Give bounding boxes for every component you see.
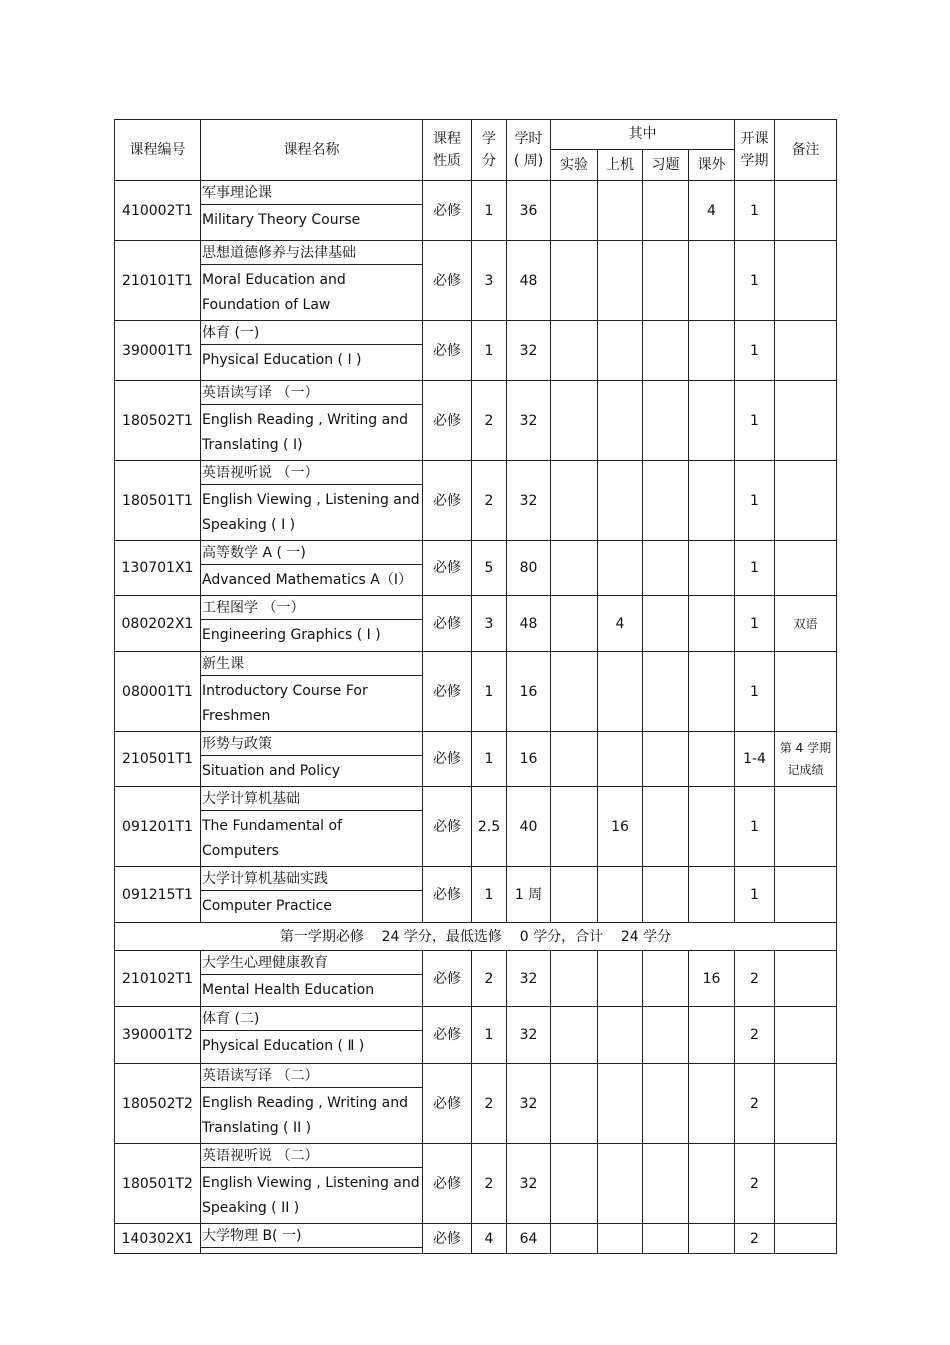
course-hours: 32	[507, 461, 551, 541]
course-name-cell	[201, 1007, 423, 1064]
course-note	[775, 1064, 837, 1144]
hours-extracurricular	[689, 1224, 735, 1254]
course-nature: 必修	[423, 541, 472, 596]
hours-experiment	[551, 867, 598, 923]
table-row	[115, 541, 837, 596]
header-exercise: 习题	[643, 149, 689, 180]
course-note	[775, 1007, 837, 1064]
course-code: 210501T1	[115, 732, 201, 787]
course-name-cell	[201, 321, 423, 381]
header-term	[735, 120, 775, 181]
course-term: 1	[735, 321, 775, 381]
course-hours: 1 周	[507, 867, 551, 923]
course-credit: 2	[472, 381, 507, 461]
course-credit: 3	[472, 596, 507, 652]
course-code: 410002T1	[115, 181, 201, 241]
hours-exercise	[643, 461, 689, 541]
header-term-line1: 开课	[740, 131, 769, 147]
header-credit	[472, 120, 507, 181]
course-name-chinese: 英语读写译 （一）	[201, 381, 422, 405]
hours-experiment	[551, 1007, 598, 1064]
course-credit: 2	[472, 951, 507, 1007]
header-note: 备注	[775, 120, 837, 181]
hours-exercise	[643, 1007, 689, 1064]
course-hours: 32	[507, 381, 551, 461]
course-credit: 2	[472, 1144, 507, 1224]
hours-exercise	[643, 951, 689, 1007]
course-code: 080001T1	[115, 652, 201, 732]
course-name-chinese: 高等数学 A ( 一)	[201, 541, 422, 565]
table-row	[115, 381, 837, 461]
course-name-english: English Reading , Writing and Translating ( I)	[202, 412, 408, 453]
course-credit: 2	[472, 461, 507, 541]
course-name-cell	[201, 951, 423, 1007]
hours-extracurricular	[689, 241, 735, 321]
table-row	[115, 867, 837, 923]
header-hours-line1: 学时	[514, 131, 543, 147]
course-name-chinese: 体育 (一)	[201, 321, 422, 345]
course-name-chinese: 思想道德修养与法律基础	[201, 241, 422, 265]
hours-experiment	[551, 652, 598, 732]
course-nature: 必修	[423, 381, 472, 461]
course-name-chinese: 体育 (二)	[201, 1007, 422, 1031]
course-nature: 必修	[423, 787, 472, 867]
hours-experiment	[551, 732, 598, 787]
course-name-cell	[201, 652, 423, 732]
hours-exercise	[643, 1144, 689, 1224]
hours-extracurricular	[689, 1144, 735, 1224]
course-name	[201, 461, 422, 540]
hours-computer	[598, 1064, 643, 1144]
hours-experiment	[551, 596, 598, 652]
course-term: 2	[735, 1007, 775, 1064]
hours-extracurricular	[689, 787, 735, 867]
course-name-english: Situation and Policy	[202, 763, 341, 779]
hours-exercise	[643, 381, 689, 461]
hours-experiment	[551, 321, 598, 381]
course-credit: 1	[472, 1007, 507, 1064]
course-name	[201, 951, 422, 1006]
course-nature: 必修	[423, 596, 472, 652]
course-term: 2	[735, 951, 775, 1007]
course-code: 180501T1	[115, 461, 201, 541]
course-name-chinese: 形势与政策	[201, 732, 422, 756]
course-name-cell	[201, 181, 423, 241]
course-name-chinese: 大学计算机基础实践	[201, 867, 422, 891]
course-name	[201, 1007, 422, 1063]
hours-computer	[598, 181, 643, 241]
course-code: 180502T2	[115, 1064, 201, 1144]
hours-extracurricular	[689, 1064, 735, 1144]
hours-extracurricular: 4	[689, 181, 735, 241]
hours-extracurricular	[689, 461, 735, 541]
header-nature-line1: 课程	[433, 131, 461, 147]
course-name-english: Engineering Graphics ( Ⅰ )	[202, 627, 381, 643]
course-hours: 32	[507, 1064, 551, 1144]
summary-row	[115, 923, 837, 951]
header-code: 课程编号	[115, 120, 201, 181]
course-term: 1	[735, 461, 775, 541]
course-code: 180502T1	[115, 381, 201, 461]
hours-experiment	[551, 1144, 598, 1224]
table-row	[115, 1144, 837, 1224]
course-credit: 1	[472, 867, 507, 923]
course-name	[201, 867, 422, 922]
course-credit: 5	[472, 541, 507, 596]
course-name-chinese: 大学生心理健康教育	[201, 951, 422, 975]
hours-experiment	[551, 181, 598, 241]
course-note	[775, 461, 837, 541]
hours-computer	[598, 1007, 643, 1064]
course-term: 2	[735, 1224, 775, 1254]
course-nature: 必修	[423, 732, 472, 787]
course-note	[775, 596, 837, 652]
course-name-english: Introductory Course For Freshmen	[202, 683, 368, 724]
course-credit: 2.5	[472, 787, 507, 867]
hours-exercise	[643, 652, 689, 732]
course-term: 2	[735, 1144, 775, 1224]
course-name-english: Military Theory Course	[202, 212, 361, 228]
course-name-cell	[201, 1064, 423, 1144]
course-code: 390001T2	[115, 1007, 201, 1064]
header-experiment: 实验	[551, 149, 598, 180]
hours-extracurricular	[689, 381, 735, 461]
course-name-cell	[201, 241, 423, 321]
course-term: 1	[735, 652, 775, 732]
course-note	[775, 867, 837, 923]
course-name	[201, 241, 422, 320]
course-note	[775, 1224, 837, 1254]
course-name-cell	[201, 541, 423, 596]
header-term-line2: 学期	[740, 153, 769, 169]
course-term: 1	[735, 381, 775, 461]
course-nature: 必修	[423, 867, 472, 923]
course-name	[201, 1064, 422, 1143]
course-nature: 必修	[423, 241, 472, 321]
course-hours: 16	[507, 732, 551, 787]
course-name	[201, 1144, 422, 1223]
course-hours: 32	[507, 321, 551, 381]
course-name	[201, 1224, 422, 1253]
course-name-english: Physical Education ( Ⅱ )	[202, 1038, 365, 1054]
hours-computer	[598, 381, 643, 461]
course-note	[775, 541, 837, 596]
hours-extracurricular	[689, 867, 735, 923]
hours-exercise	[643, 596, 689, 652]
hours-computer	[598, 867, 643, 923]
hours-extracurricular	[689, 732, 735, 787]
course-nature: 必修	[423, 1064, 472, 1144]
course-name-chinese: 工程图学 （一）	[201, 596, 422, 620]
header-computer: 上机	[598, 149, 643, 180]
hours-exercise	[643, 321, 689, 381]
hours-exercise	[643, 1224, 689, 1254]
hours-computer	[598, 241, 643, 321]
header-among: 其中	[551, 120, 735, 150]
course-note	[775, 381, 837, 461]
course-hours: 64	[507, 1224, 551, 1254]
course-name-english: English Viewing , Listening and Speaking ( I )	[202, 492, 420, 533]
hours-computer: 16	[598, 787, 643, 867]
course-nature: 必修	[423, 652, 472, 732]
course-note	[775, 732, 837, 787]
course-note	[775, 1144, 837, 1224]
course-code: 130701X1	[115, 541, 201, 596]
course-name-english: Physical Education ( Ⅰ )	[202, 352, 362, 368]
course-name-chinese: 大学物理 B( 一)	[201, 1224, 422, 1248]
course-term: 1	[735, 181, 775, 241]
course-note-line1: 双语	[793, 616, 818, 631]
course-name-chinese: 英语视听说 （二）	[201, 1144, 422, 1168]
hours-extracurricular: 16	[689, 951, 735, 1007]
hours-exercise	[643, 732, 689, 787]
hours-exercise	[643, 181, 689, 241]
table-row	[115, 652, 837, 732]
course-hours: 16	[507, 652, 551, 732]
course-term: 1	[735, 596, 775, 652]
course-name	[201, 381, 422, 460]
hours-experiment	[551, 381, 598, 461]
table-row	[115, 461, 837, 541]
hours-computer	[598, 321, 643, 381]
hours-extracurricular	[689, 1007, 735, 1064]
course-code: 091215T1	[115, 867, 201, 923]
course-nature: 必修	[423, 1144, 472, 1224]
course-note	[775, 321, 837, 381]
course-name-chinese: 大学计算机基础	[201, 787, 422, 811]
header-row-1	[115, 120, 837, 150]
hours-computer	[598, 951, 643, 1007]
course-hours: 32	[507, 1144, 551, 1224]
course-name-cell	[201, 381, 423, 461]
course-name-chinese: 英语视听说 （一）	[201, 461, 422, 485]
hours-experiment	[551, 1064, 598, 1144]
course-term: 1	[735, 241, 775, 321]
course-name-cell	[201, 461, 423, 541]
hours-extracurricular	[689, 541, 735, 596]
hours-extracurricular	[689, 596, 735, 652]
course-credit: 1	[472, 732, 507, 787]
course-credit: 1	[472, 321, 507, 381]
hours-exercise	[643, 241, 689, 321]
course-hours: 48	[507, 241, 551, 321]
course-term: 1	[735, 867, 775, 923]
table-row	[115, 321, 837, 381]
course-name-cell	[201, 867, 423, 923]
course-code: 210101T1	[115, 241, 201, 321]
hours-exercise	[643, 787, 689, 867]
hours-computer	[598, 732, 643, 787]
hours-experiment	[551, 241, 598, 321]
course-code: 080202X1	[115, 596, 201, 652]
course-hours: 40	[507, 787, 551, 867]
table-row	[115, 241, 837, 321]
course-credit: 1	[472, 652, 507, 732]
course-code: 390001T1	[115, 321, 201, 381]
course-term: 1	[735, 787, 775, 867]
course-note-line1: 第 4 学期	[779, 741, 832, 755]
table-row	[115, 787, 837, 867]
course-code: 140302X1	[115, 1224, 201, 1254]
header-credit-line2: 分	[482, 153, 496, 169]
course-name-english	[201, 1248, 422, 1253]
course-note	[775, 951, 837, 1007]
course-name	[201, 541, 422, 595]
table-row	[115, 181, 837, 241]
header-name: 课程名称	[201, 120, 423, 181]
table-row	[115, 596, 837, 652]
course-code: 180501T2	[115, 1144, 201, 1224]
hours-experiment	[551, 951, 598, 1007]
course-note	[775, 652, 837, 732]
hours-computer	[598, 461, 643, 541]
course-name-english: English Viewing , Listening and Speaking ( II )	[202, 1175, 420, 1216]
course-name-cell	[201, 1224, 423, 1254]
course-name-cell	[201, 732, 423, 787]
hours-experiment	[551, 541, 598, 596]
curriculum-table	[114, 119, 837, 1254]
course-note	[775, 241, 837, 321]
course-name-english: Advanced Mathematics A（I）	[202, 572, 412, 588]
hours-experiment	[551, 787, 598, 867]
table-row	[115, 1224, 837, 1254]
course-hours: 32	[507, 951, 551, 1007]
course-hours: 32	[507, 1007, 551, 1064]
course-name	[201, 181, 422, 240]
course-nature: 必修	[423, 321, 472, 381]
hours-computer	[598, 1144, 643, 1224]
course-nature: 必修	[423, 1007, 472, 1064]
course-credit: 2	[472, 1064, 507, 1144]
course-name-english: Moral Education and Foundation of Law	[202, 272, 346, 313]
course-credit: 3	[472, 241, 507, 321]
course-name	[201, 732, 422, 786]
table-row	[115, 951, 837, 1007]
course-name-english: The Fundamental of Computers	[202, 818, 343, 859]
course-name-cell	[201, 596, 423, 652]
header-credit-line1: 学	[482, 131, 496, 147]
hours-extracurricular	[689, 321, 735, 381]
hours-exercise	[643, 541, 689, 596]
course-code: 210102T1	[115, 951, 201, 1007]
course-name-chinese: 英语读写译 （二）	[201, 1064, 422, 1088]
course-nature: 必修	[423, 181, 472, 241]
course-note-line2: 记成绩	[787, 763, 824, 777]
course-credit: 4	[472, 1224, 507, 1254]
course-name	[201, 652, 422, 731]
course-name-english: Mental Health Education	[202, 982, 375, 998]
hours-exercise	[643, 1064, 689, 1144]
hours-computer	[598, 1224, 643, 1254]
course-name	[201, 596, 422, 651]
course-note	[775, 181, 837, 241]
header-extracurricular: 课外	[689, 149, 735, 180]
hours-experiment	[551, 461, 598, 541]
course-term: 1	[735, 541, 775, 596]
course-note	[775, 787, 837, 867]
course-name-english: Computer Practice	[202, 898, 332, 914]
course-nature: 必修	[423, 951, 472, 1007]
course-nature: 必修	[423, 461, 472, 541]
table-row	[115, 1064, 837, 1144]
course-name-cell	[201, 1144, 423, 1224]
course-hours: 48	[507, 596, 551, 652]
course-name	[201, 787, 422, 866]
hours-extracurricular	[689, 652, 735, 732]
table-row	[115, 732, 837, 787]
course-name-cell	[201, 787, 423, 867]
course-name-english: English Reading , Writing and Translating ( II )	[202, 1095, 408, 1136]
course-name-chinese: 新生课	[201, 652, 422, 676]
semester-summary: 第一学期必修 24 学分，最低选修 0 学分，合计 24 学分	[115, 923, 837, 951]
hours-experiment	[551, 1224, 598, 1254]
header-hours	[507, 120, 551, 181]
course-name	[201, 321, 422, 380]
header-hours-line2: ( 周)	[513, 153, 544, 169]
hours-exercise	[643, 867, 689, 923]
course-hours: 80	[507, 541, 551, 596]
header-nature	[423, 120, 472, 181]
course-code: 091201T1	[115, 787, 201, 867]
table-row	[115, 1007, 837, 1064]
course-hours: 36	[507, 181, 551, 241]
hours-computer	[598, 652, 643, 732]
hours-computer: 4	[598, 596, 643, 652]
header-nature-line2: 性质	[433, 153, 461, 169]
course-term: 2	[735, 1064, 775, 1144]
course-nature: 必修	[423, 1224, 472, 1254]
course-term: 1-4	[735, 732, 775, 787]
hours-computer	[598, 541, 643, 596]
course-name-chinese: 军事理论课	[201, 181, 422, 205]
course-credit: 1	[472, 181, 507, 241]
